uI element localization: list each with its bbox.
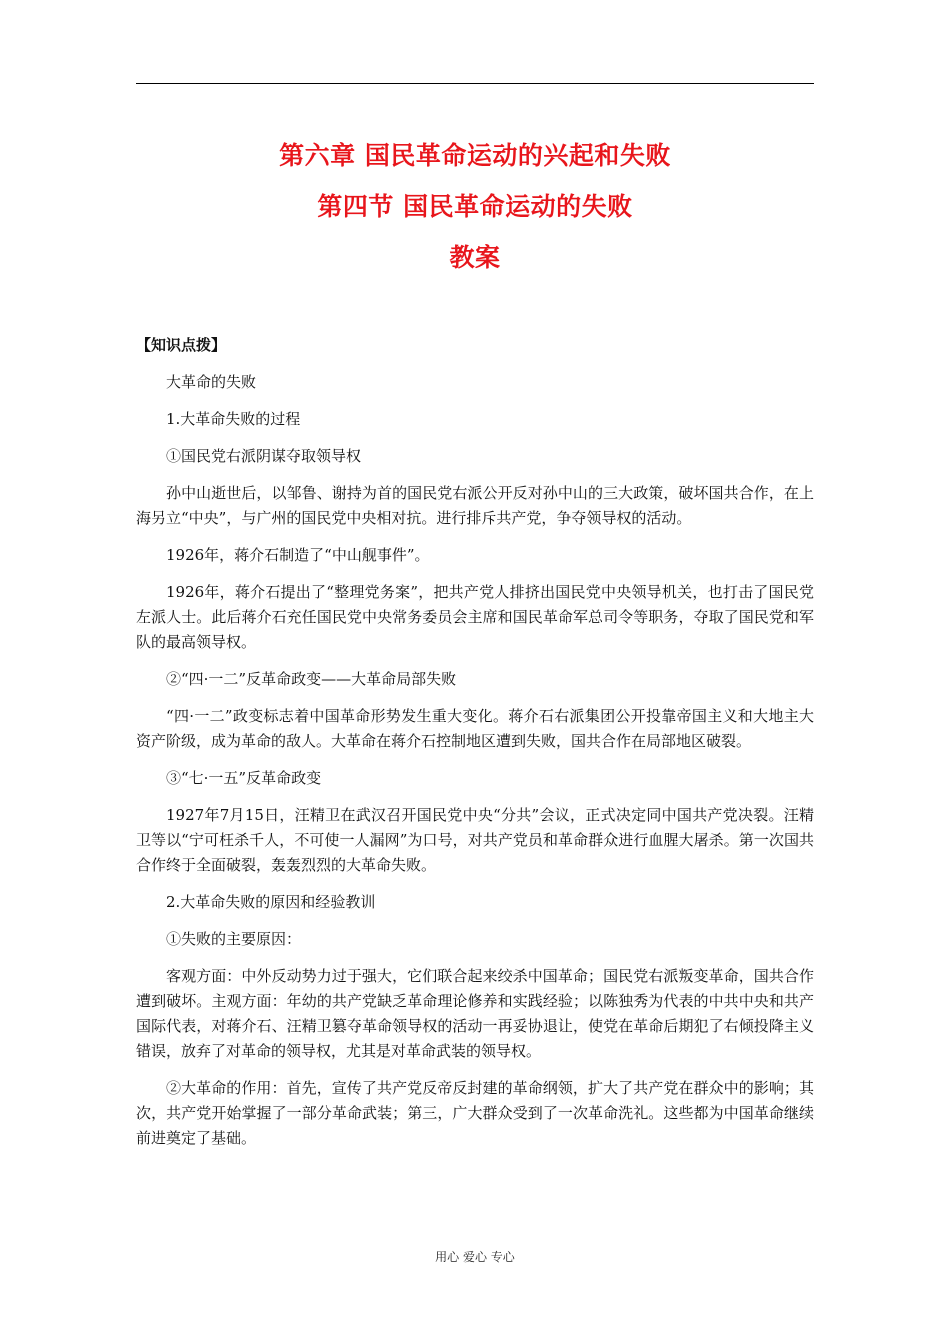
paragraph: ②“四·一二”反革命政变——大革命局部失败 bbox=[166, 670, 457, 688]
paragraph: ③“七·一五”反革命政变 bbox=[166, 769, 322, 787]
paragraph: ②大革命的作用：首先，宣传了共产党反帝反封建的革命纲领，扩大了共产党在群众中的影响；其次，共产党开始掌握了一部分革命武装；第三，广大群众受到了一次革命洗礼。这些都为中国革命继续前进奠定了基础。 bbox=[136, 1079, 814, 1147]
paragraph: 1927年7月15日，汪精卫在武汉召开国民党中央“分共”会议，正式决定同中国共产党决裂。汪精卫等以“宁可枉杀千人，不可使一人漏网”为口号，对共产党员和革命群众进行血腥大屠杀。第一次国共合作终于全面破裂，轰轰烈烈的大革命失败。 bbox=[136, 806, 814, 874]
section-label: 【知识点拨】 bbox=[136, 336, 227, 354]
paragraph: ①国民党右派阴谋夺取领导权 bbox=[166, 447, 362, 465]
paragraph: 孙中山逝世后，以邹鲁、谢持为首的国民党右派公开反对孙中山的三大政策，破坏国共合作，在上海另立“中央”，与广州的国民党中央相对抗。进行排斥共产党，争夺领导权的活动。 bbox=[136, 484, 814, 527]
paragraph: “四·一二”政变标志着中国革命形势发生重大变化。蒋介石右派集团公开投靠帝国主义和大地主大资产阶级，成为革命的敌人。大革命在蒋介石控制地区遭到失败，国共合作在局部地区破裂。 bbox=[136, 707, 814, 750]
chapter-title: 第六章 国民革命运动的兴起和失败 bbox=[279, 141, 671, 170]
paragraph: 1.大革命失败的过程 bbox=[166, 410, 301, 428]
section-title: 第四节 国民革命运动的失败 bbox=[317, 192, 633, 221]
paragraph: 2.大革命失败的原因和经验教训 bbox=[166, 893, 376, 911]
header-rule bbox=[136, 83, 814, 84]
body-content bbox=[136, 333, 814, 1163]
paragraph: 客观方面：中外反动势力过于强大，它们联合起来绞杀中国革命；国民党右派叛变革命，国共合作遭到破坏。主观方面：年幼的共产党缺乏革命理论修养和实践经验；以陈独秀为代表的中共中央和共产国际代表，对蒋介石、汪精卫篡夺革命领导权的活动一再妥协退让，使党在革命后期犯了右倾投降主义错误，放弃了对革命的领导权，尤其是对革命武装的领导权。 bbox=[136, 967, 814, 1060]
paragraph: 1926年，蒋介石制造了“中山舰事件”。 bbox=[166, 546, 430, 564]
paragraph: 大革命的失败 bbox=[166, 373, 257, 391]
page-footer: 用心 爱心 专心 bbox=[435, 1250, 515, 1264]
document-type-title: 教案 bbox=[449, 243, 501, 272]
paragraph: 1926年，蒋介石提出了“整理党务案”，把共产党人排挤出国民党中央领导机关，也打击了国民党左派人士。此后蒋介石充任国民党中央常务委员会主席和国民革命军总司令等职务，夺取了国民党和军队的最高领导权。 bbox=[136, 583, 814, 651]
paragraph: ①失败的主要原因： bbox=[166, 930, 302, 948]
title-block bbox=[0, 130, 950, 283]
